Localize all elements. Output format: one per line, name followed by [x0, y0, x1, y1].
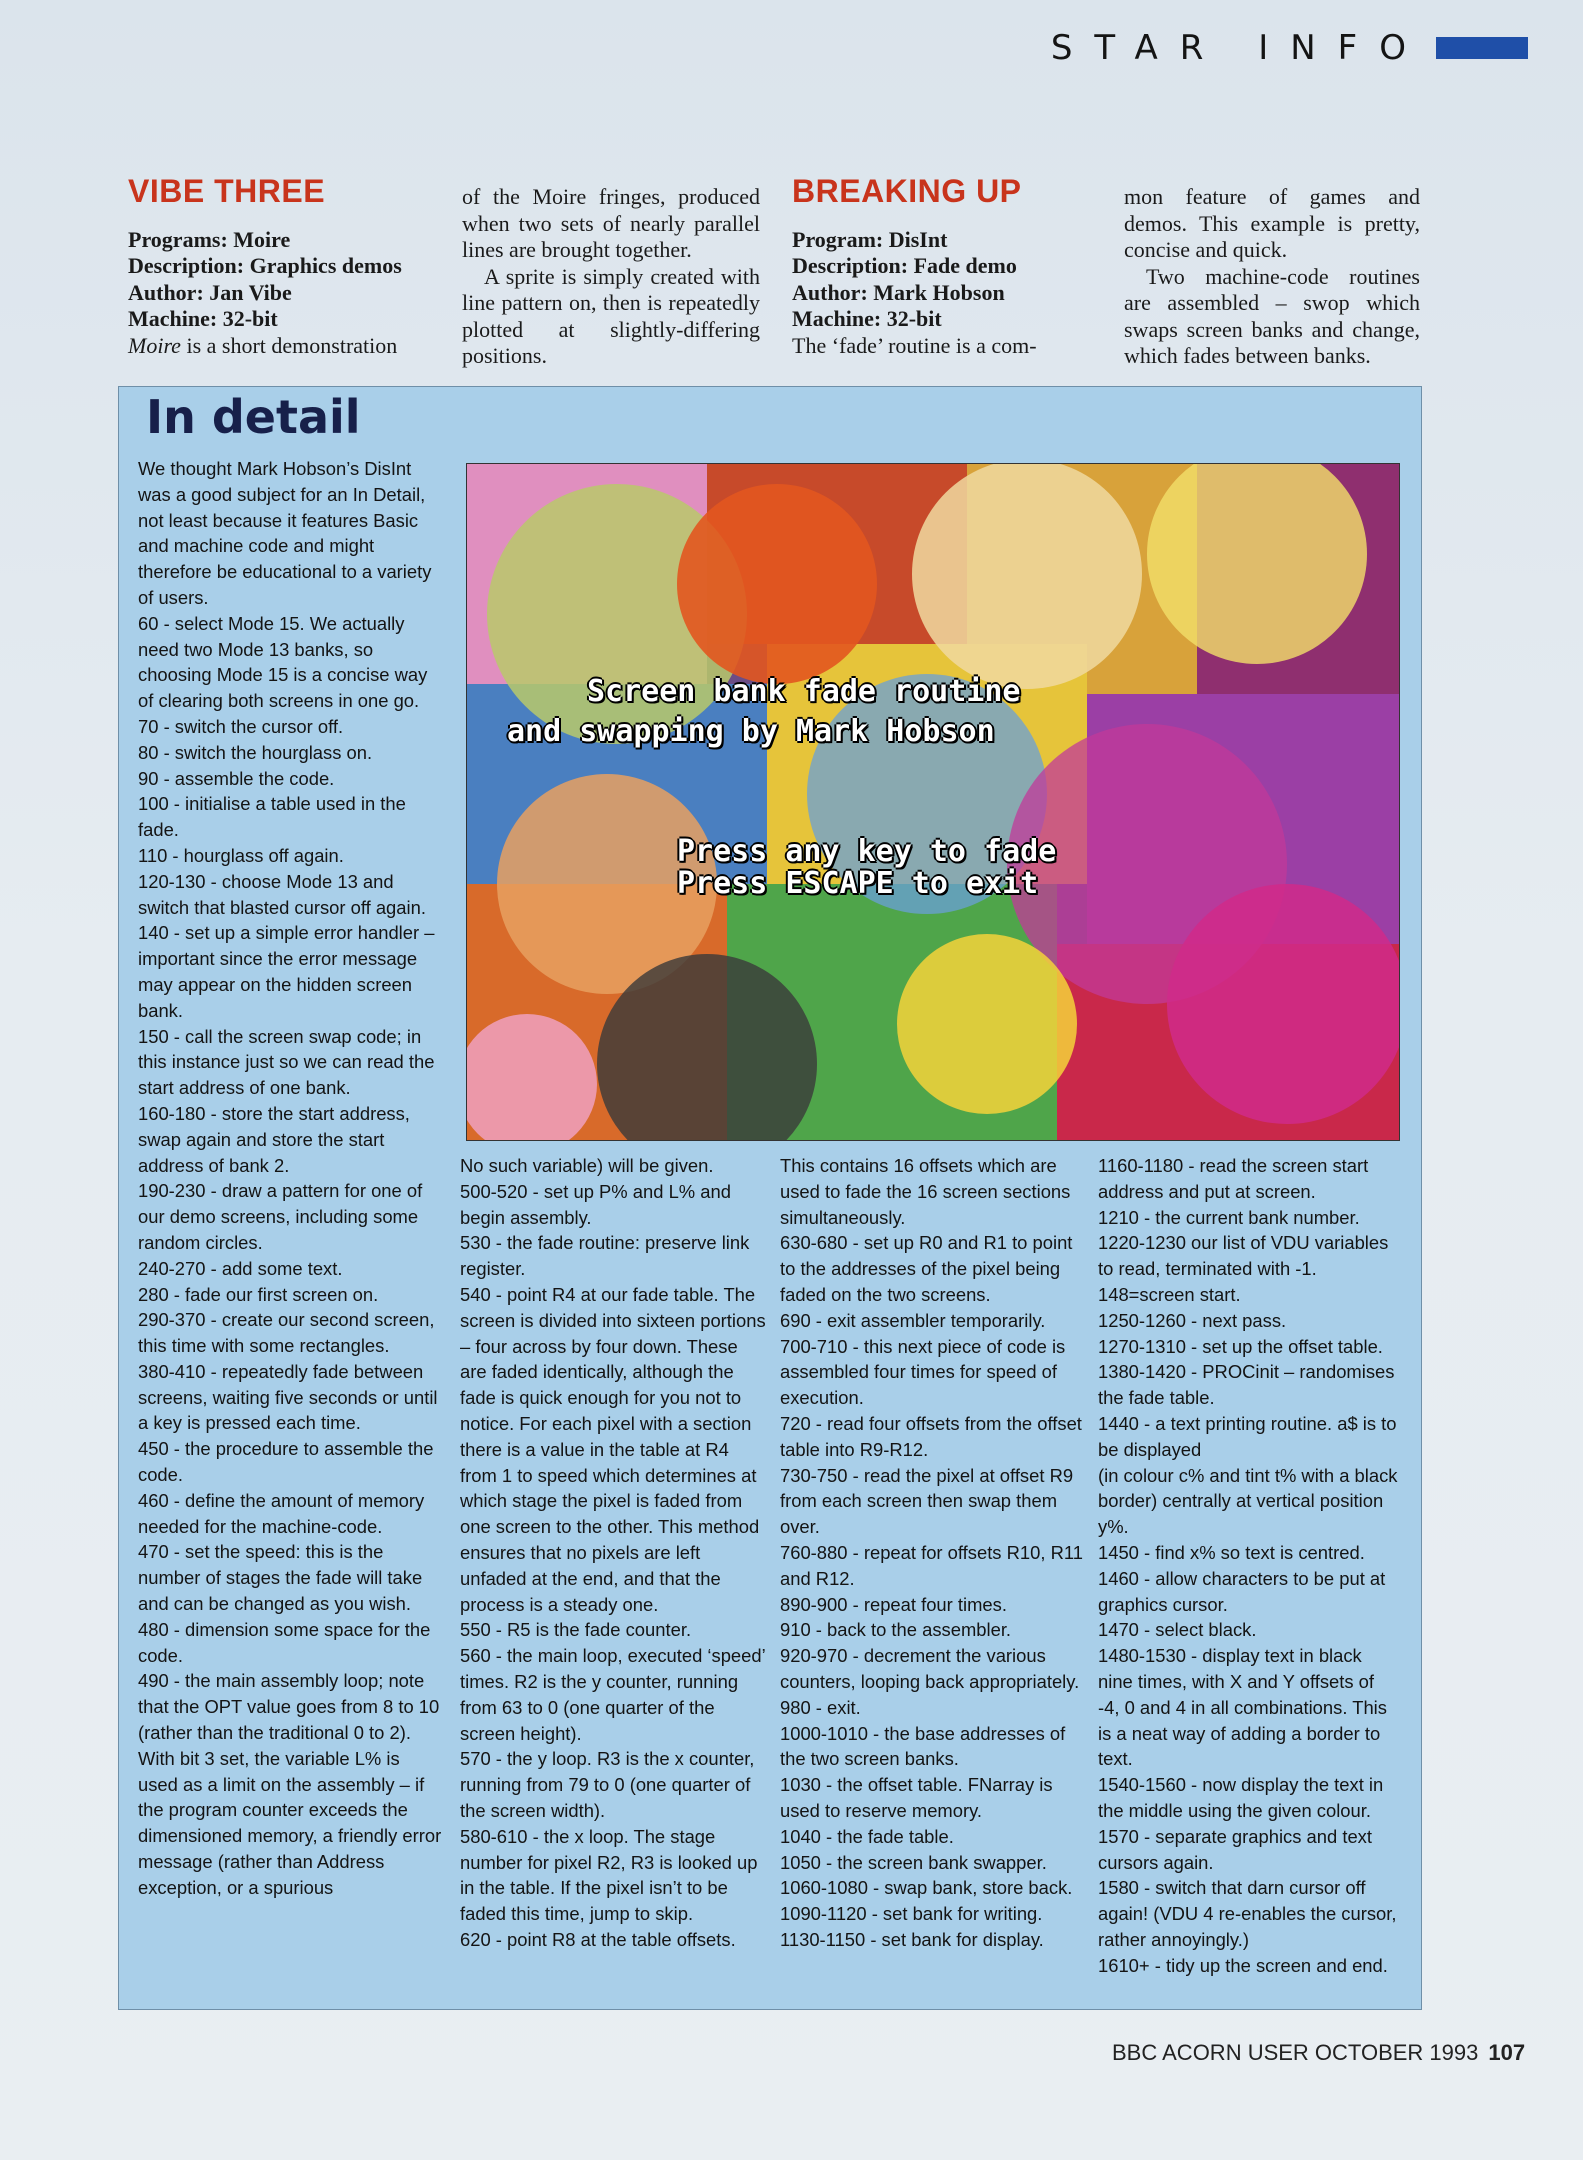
- detail-paragraph: 1000-1010 - the base addresses of the two screen banks.: [780, 1722, 1066, 1770]
- in-detail-col3: [780, 1153, 1086, 1953]
- detail-paragraph: 1540-1560 - now display the text in the middle using the given colour.: [1098, 1774, 1384, 1821]
- detail-paragraph: 110 - hourglass off again.: [138, 844, 344, 866]
- vibe-three-programs: Programs: Moire: [128, 226, 291, 252]
- detail-paragraph: 1480-1530 - display text in black nine times, with X and Y offsets of -4, 0 and 4 in all combinations. This is a neat way of adding a border to text.: [1098, 1645, 1387, 1770]
- breaking-up-heading: BREAKING UP: [792, 173, 1022, 209]
- vibe-three-col1: [128, 173, 424, 359]
- detail-paragraph: 290-370 - create our second screen, this time with some rectangles.: [138, 1309, 435, 1357]
- detail-paragraph: 1220-1230 our list of VDU variables to read, terminated with -1.: [1098, 1232, 1389, 1280]
- detail-paragraph: 630-680 - set up R0 and R1 to point to the addresses of the pixel being faded on the two screens.: [780, 1232, 1073, 1305]
- detail-paragraph: 1470 - select black.: [1098, 1619, 1257, 1641]
- detail-paragraph: 560 - the main loop, executed ‘speed’ times. R2 is the y counter, running from 63 to 0 (one quarter of the screen height).: [460, 1645, 766, 1744]
- detail-paragraph: 1030 - the offset table. FNarray is used to reserve memory.: [780, 1774, 1053, 1821]
- vibe-three-body-start: [128, 333, 424, 360]
- detail-paragraph: 70 - switch the cursor off.: [138, 715, 344, 737]
- detail-paragraph: 550 - R5 is the fade counter.: [460, 1619, 692, 1641]
- in-detail-col2: [460, 1153, 766, 1953]
- detail-paragraph: 1250-1260 - next pass.: [1098, 1309, 1287, 1331]
- in-detail-col4: [1098, 1153, 1398, 1979]
- detail-paragraph: 140 - set up a simple error handler – important since the error message may appear on the hidden screen bank.: [138, 922, 435, 1021]
- detail-paragraph: 160-180 - store the start address, swap again and store the start address of bank 2.: [138, 1102, 410, 1176]
- breaking-up-description: Description: Fade demo: [792, 253, 1017, 278]
- demo-text-line4: Press ESCAPE to exit: [677, 866, 1039, 901]
- demo-text-line3: Press any key to fade: [677, 834, 1057, 869]
- moire-italic: Moire: [128, 332, 181, 358]
- detail-paragraph: 620 - point R8 at the table offsets.: [460, 1928, 736, 1950]
- detail-paragraph: 490 - the main assembly loop; note that the OPT value goes from 8 to 10 (rather than the traditional 0 to 2). With bit 3 set, the variable L% is used as a limit on the assembly – if the program counter exceeds the dimensioned memory, a friendly error message (rather than Address exception, or a spurious: [138, 1670, 442, 1898]
- detail-paragraph: 980 - exit.: [780, 1696, 861, 1718]
- breaking-up-author: Author: Mark Hobson: [792, 279, 1005, 305]
- vibe-three-author: Author: Jan Vibe: [128, 279, 292, 305]
- detail-paragraph: This contains 16 offsets which are used to fade the 16 screen sections simultaneously.: [780, 1155, 1071, 1228]
- detail-paragraph: 80 - switch the hourglass on.: [138, 741, 373, 763]
- detail-paragraph: 690 - exit assembler temporarily.: [780, 1309, 1046, 1331]
- breaking-up-body-start: The ‘fade’ routine is a com-: [792, 332, 1037, 358]
- detail-paragraph: 150 - call the screen swap code; in this instance just so we can read the start address of one bank.: [138, 1025, 435, 1099]
- detail-paragraph: 450 - the procedure to assemble the code.: [138, 1438, 434, 1486]
- in-detail-col1: [138, 456, 444, 1901]
- section-header: [1051, 28, 1528, 68]
- vibe-three-heading: VIBE THREE: [128, 173, 326, 209]
- detail-paragraph: 700-710 - this next piece of code is assembled four times for speed of execution.: [780, 1335, 1066, 1409]
- detail-paragraph: 1580 - switch that darn cursor off again! (VDU 4 re-enables the cursor, rather annoyingly.): [1098, 1877, 1397, 1950]
- page-footer: [1112, 2040, 1525, 2066]
- detail-paragraph: 1060-1080 - swap bank, store back.: [780, 1877, 1073, 1899]
- detail-paragraph: 280 - fade our first screen on.: [138, 1283, 379, 1305]
- detail-paragraph: We thought Mark Hobson’s DisInt was a good subject for an In Detail, not least because it features Basic and machine code and might therefore be educational to a variety of users.: [138, 458, 432, 608]
- detail-paragraph: 530 - the fade routine: preserve link register.: [460, 1232, 750, 1280]
- detail-paragraph: 190-230 - draw a pattern for one of our demo screens, including some random circles.: [138, 1180, 423, 1253]
- vibe-three-para2: A sprite is simply created with line pattern on, then is repeatedly plotted at slightly-differing positions.: [462, 263, 760, 368]
- vibe-three-body-text: is a short demonstration: [180, 332, 398, 358]
- detail-paragraph: (in colour c% and tint t% with a black border) centrally at vertical position y%.: [1098, 1464, 1398, 1538]
- detail-paragraph: 500-520 - set up P% and L% and begin assembly.: [460, 1180, 731, 1228]
- in-detail-title: In detail: [146, 390, 361, 444]
- detail-paragraph: 100 - initialise a table used in the fade.: [138, 793, 406, 841]
- detail-paragraph: 1160-1180 - read the screen start address and put at screen.: [1098, 1155, 1369, 1202]
- footer-magazine: BBC ACORN USER OCTOBER 1993: [1112, 2040, 1479, 2065]
- detail-paragraph: 148=screen start.: [1098, 1283, 1241, 1305]
- section-title: STAR INFO: [1050, 28, 1428, 68]
- detail-paragraph: 1270-1310 - set up the offset table.: [1098, 1335, 1383, 1357]
- breaking-up-para2: Two machine-code routines are assembled – swop which swaps screen banks and change, which fades between banks.: [1124, 263, 1420, 368]
- detail-paragraph: 920-970 - decrement the various counters, looping back appropriately.: [780, 1645, 1080, 1692]
- breaking-up-col1: [792, 173, 1092, 359]
- vibe-three-col2: [462, 184, 760, 370]
- detail-paragraph: 720 - read four offsets from the offset table into R9-R12.: [780, 1412, 1082, 1460]
- header-color-bar: [1436, 37, 1528, 59]
- detail-paragraph: 580-610 - the x loop. The stage number for pixel R2, R3 is looked up in the table. If the pixel isn’t to be faded this time, jump to skip.: [460, 1825, 758, 1925]
- detail-paragraph: 240-270 - add some text.: [138, 1257, 343, 1279]
- vibe-three-machine: Machine: 32-bit: [128, 306, 278, 331]
- detail-paragraph: 1610+ - tidy up the screen and end.: [1098, 1954, 1388, 1976]
- detail-paragraph: 1050 - the screen bank swapper.: [780, 1851, 1047, 1873]
- breaking-up-program: Program: DisInt: [792, 226, 948, 252]
- detail-paragraph: 1040 - the fade table.: [780, 1825, 954, 1847]
- detail-paragraph: 540 - point R4 at our fade table. The screen is divided into sixteen portions – four across by four down. These are faded identically, although the fade is quick enough for you not to notice. For each pixel with a section there is a value in the table at R4 from 1 to speed which determines at which stage the pixel is faded from one screen to the other. This method ensures that no pixels are left unfaded at the end, and that the process is a steady one.: [460, 1283, 766, 1615]
- detail-paragraph: 1210 - the current bank number.: [1098, 1206, 1360, 1228]
- detail-paragraph: 460 - define the amount of memory needed for the machine-code.: [138, 1489, 425, 1537]
- detail-paragraph: 480 - dimension some space for the code.: [138, 1618, 431, 1666]
- footer-page-number: 107: [1488, 2040, 1526, 2065]
- detail-paragraph: 1450 - find x% so text is centred.: [1098, 1541, 1365, 1563]
- detail-paragraph: 380-410 - repeatedly fade between screens, waiting five seconds or until a key is pressed each time.: [138, 1360, 438, 1434]
- breaking-up-para1: mon feature of games and demos. This example is pretty, concise and quick.: [1124, 184, 1420, 262]
- detail-paragraph: 1440 - a text printing routine. a$ is to be displayed: [1098, 1412, 1397, 1460]
- detail-paragraph: 890-900 - repeat four times.: [780, 1593, 1007, 1615]
- detail-paragraph: 1570 - separate graphics and text cursors again.: [1098, 1825, 1372, 1873]
- breaking-up-col2: [1124, 184, 1420, 370]
- vibe-three-description: Description: Graphics demos: [128, 253, 402, 278]
- detail-paragraph: 570 - the y loop. R3 is the x counter, running from 79 to 0 (one quarter of the screen width).: [460, 1748, 755, 1821]
- demo-screen-graphic: [467, 464, 1399, 1140]
- breaking-up-machine: Machine: 32-bit: [792, 306, 942, 331]
- detail-paragraph: 90 - assemble the code.: [138, 767, 335, 789]
- demo-screenshot: [466, 463, 1400, 1141]
- detail-paragraph: 910 - back to the assembler.: [780, 1619, 1012, 1641]
- demo-text-line2: and swapping by Mark Hobson: [507, 714, 995, 749]
- demo-text-line1: Screen bank fade routine: [587, 674, 1021, 709]
- detail-paragraph: 1090-1120 - set bank for writing.: [780, 1903, 1043, 1925]
- detail-paragraph: 60 - select Mode 15. We actually need two Mode 13 banks, so choosing Mode 15 is a concise way of clearing both screens in one go.: [138, 612, 428, 712]
- detail-paragraph: 1130-1150 - set bank for display.: [780, 1928, 1044, 1950]
- detail-paragraph: 1460 - allow characters to be put at graphics cursor.: [1098, 1567, 1386, 1615]
- detail-paragraph: 730-750 - read the pixel at offset R9 from each screen then swap them over.: [780, 1464, 1074, 1538]
- detail-paragraph: 1380-1420 - PROCinit – randomises the fade table.: [1098, 1361, 1395, 1409]
- detail-paragraph: 120-130 - choose Mode 13 and switch that blasted cursor off again.: [138, 870, 426, 918]
- detail-paragraph: 760-880 - repeat for offsets R10, R11 and R12.: [780, 1541, 1083, 1589]
- vibe-three-para1: of the Moire fringes, produced when two sets of nearly parallel lines are brought together.: [462, 184, 760, 262]
- detail-paragraph: 470 - set the speed: this is the number of stages the fade will take and can be changed as you wish.: [138, 1541, 423, 1615]
- detail-paragraph: No such variable) will be given.: [460, 1155, 714, 1176]
